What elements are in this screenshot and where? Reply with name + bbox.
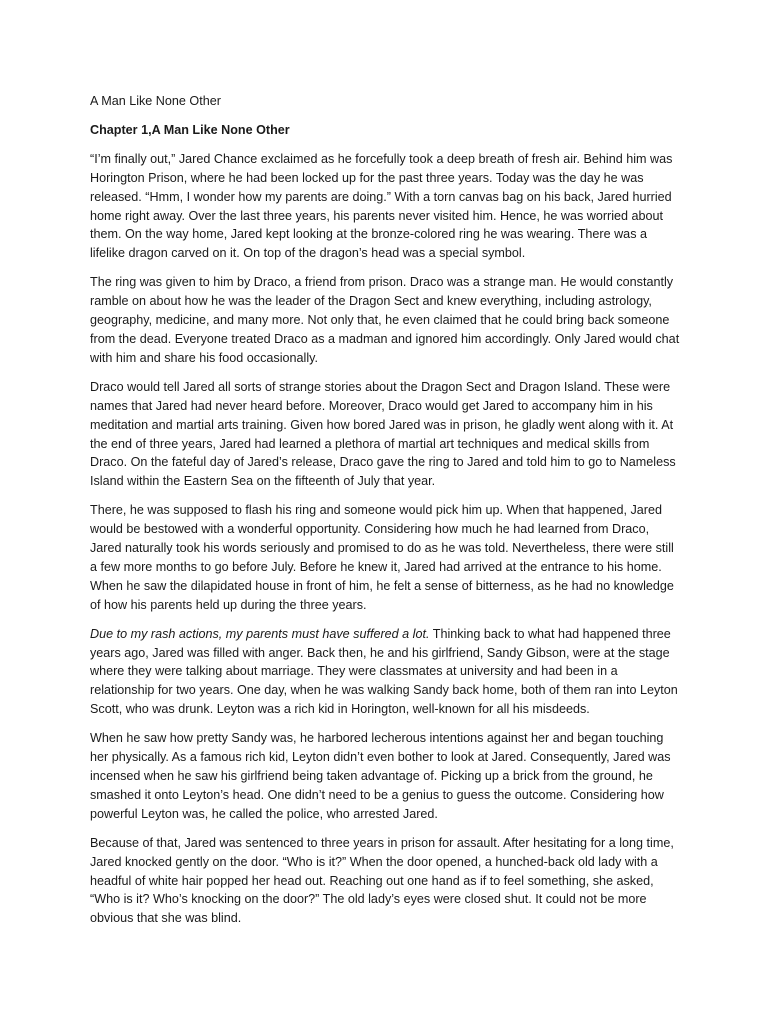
paragraph-7 [90,834,682,929]
paragraph-7-text: Because of that, Jared was sentenced to three years in prison for assault. After hesitating for a long time, Jared knocked gently on the door. “Who is it?” When the door opened, a hunched-back old lady with a headful of white hair popped her head out. Reaching out one hand as if to feel something, she asked, “Who is it? Who’s knocking on the door?” The old lady’s eyes were closed shut. It could not be more obvious that she was blind. [90,835,674,926]
paragraph-1 [90,150,682,263]
paragraph-2 [90,273,682,368]
document-page [90,92,682,938]
paragraph-3-text: Draco would tell Jared all sorts of strange stories about the Dragon Sect and Dragon Island. These were names that Jared had never heard before. Moreover, Draco would get Jared to accompany him in his meditation and martial arts training. Given how bored Jared was in prison, he gladly went along with it. At the end of three years, Jared had learned a plethora of martial art techniques and medical skills from Draco. On the fateful day of Jared’s release, Draco gave the ring to Jared and told him to go to Nameless Island within the Eastern Sea on the fifteenth of July that year. [90,379,676,489]
paragraph-6-text: When he saw how pretty Sandy was, he harbored lecherous intentions against her and began touching her physically. As a famous rich kid, Leyton didn’t even bother to look at Jared. Consequently, Jared was incensed when he saw his girlfriend being taken advantage of. Picking up a brick from the ground, he smashed it onto Leyton’s head. One didn’t need to be a genius to guess the outcome. Considering how powerful Leyton was, he called the police, who arrested Jared. [90,731,671,821]
paragraph-2-text: The ring was given to him by Draco, a friend from prison. Draco was a strange man. He would constantly ramble on about how he was the leader of the Dragon Sect and knew everything, including astrology, geography, medicine, and many more. Not only that, he even claimed that he could bring back someone from the dead. Everyone treated Draco as a madman and ignored him accordingly. Only Jared would chat with him and share his food occasionally. [90,275,680,365]
paragraph-1-text: “I’m finally out,” Jared Chance exclaimed as he forcefully took a deep breath of fresh air. Behind him was Horington Prison, where he had been locked up for the past three years. Today was the day he was released. “Hmm, I wonder how my parents are doing.” With a torn canvas bag on his back, Jared hurried home right away. Over the last three years, his parents never visited him. Hence, he was worried about them. On the way home, Jared kept looking at the bronze-colored ring he was wearing. There was a lifelike dragon carved on it. On top of the dragon’s head was a special symbol. [90,151,673,261]
paragraph-5-italic: Due to my rash actions, my parents must have suffered a lot. [90,626,430,641]
chapter-heading: Chapter 1,A Man Like None Other [90,122,290,137]
document-title: A Man Like None Other [90,94,221,108]
paragraph-5 [90,625,682,720]
paragraph-3 [90,378,682,491]
paragraph-6 [90,729,682,824]
paragraph-5-text: Thinking back to what had happened three years ago, Jared was filled with anger. Back then, he and his girlfriend, Sandy Gibson, were at the stage where they were talking about marriage. They were classmates at university and had been in a relationship for two years. One day, when he was walking Sandy back home, both of them ran into Leyton Scott, who was drunk. Leyton was a rich kid in Horington, well-known for all his misdeeds. [90,626,678,717]
paragraph-4-text: There, he was supposed to flash his ring and someone would pick him up. When that happened, Jared would be bestowed with a wonderful opportunity. Considering how much he had learned from Draco, Jared naturally took his words seriously and promised to do as he was told. Nevertheless, there were still a few more months to go before July. Before he knew it, Jared had arrived at the entrance to his home. When he saw the dilapidated house in front of him, he felt a sense of bitterness, as he had no knowledge of how his parents held up during the three years. [90,503,674,612]
paragraph-4 [90,501,682,614]
